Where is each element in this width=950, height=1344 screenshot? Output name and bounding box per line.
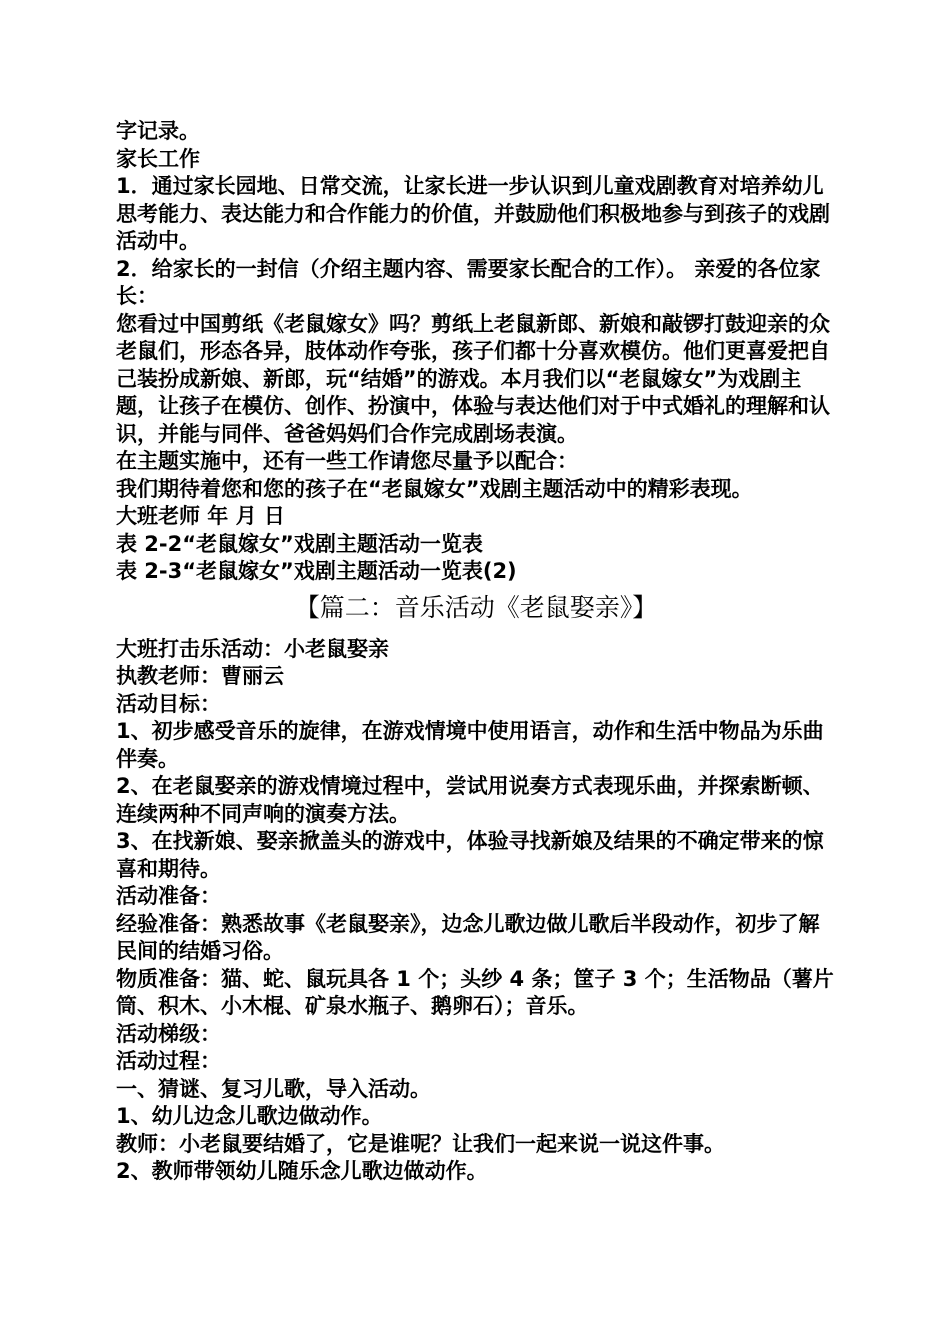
table-caption: 表 2-3“老鼠嫁女”戏剧主题活动一览表(2) — [116, 559, 517, 583]
paragraph: 1、初步感受音乐的旋律，在游戏情境中使用语言，动作和生活中物品为乐曲伴奏。 — [116, 719, 824, 771]
paragraph: 教师：小老鼠要结婚了，它是谁呢？让我们一起来说一说这件事。 — [116, 1131, 725, 1156]
paragraph: 字记录。 — [116, 119, 200, 143]
section-title-parent-work: 家长工作 — [116, 146, 200, 171]
subheading: 活动过程： — [116, 1049, 221, 1073]
subheading: 活动准备： — [116, 884, 221, 908]
teacher-line: 执教老师：曹丽云 — [116, 664, 284, 688]
activity-title: 大班打击乐活动：小老鼠娶亲 — [116, 636, 389, 661]
subheading: 活动目标： — [116, 691, 221, 716]
paragraph: 2、教师带领幼儿随乐念儿歌边做动作。 — [116, 1159, 488, 1183]
paragraph: 1、幼儿边念儿歌边做动作。 — [116, 1104, 383, 1128]
document-body — [116, 118, 836, 1186]
paragraph: 2．给家长的一封信（介绍主题内容、需要家长配合的工作）。 亲爱的各位家长： — [116, 256, 821, 308]
paragraph: 我们期待着您和您的孩子在“老鼠嫁女”戏剧主题活动中的精彩表现。 — [116, 476, 753, 501]
table-caption: 表 2-2“老鼠嫁女”戏剧主题活动一览表 — [116, 531, 483, 556]
paragraph: 物质准备：猫、蛇、鼠玩具各 1 个；头纱 4 条；筐子 3 个；生活物品（薯片筒、积木、小木棍、矿泉水瓶子、鹅卵石）；音乐。 — [116, 966, 834, 1018]
paragraph: 1．通过家长园地、日常交流，让家长进一步认识到儿童戏剧教育对培养幼儿思考能力、表达能力和合作能力的价值，并鼓励他们积极地参与到孩子的戏剧活动中。 — [116, 174, 830, 253]
signature-line: 大班老师 年 月 日 — [116, 504, 285, 528]
subheading: 活动梯级： — [116, 1021, 221, 1046]
paragraph: 您看过中国剪纸《老鼠嫁女》吗？剪纸上老鼠新郎、新娘和敲锣打鼓迎亲的众老鼠们，形态各异，肢体动作夸张，孩子们都十分喜欢模仿。他们更喜爱把自己装扮成新娘、新郎，玩“结婚”的游戏。本月我们以“老鼠嫁女”为戏剧主题，让孩子在模仿、创作、扮演中，体验与表达他们对于中式婚礼的理解和认识，并能与同伴、爸爸妈妈们合作完成剧场表演。 — [116, 311, 830, 446]
paragraph: 在主题实施中，还有一些工作请您尽量予以配合： — [116, 449, 578, 473]
paragraph: 2、在老鼠娶亲的游戏情境过程中，尝试用说奏方式表现乐曲，并探索断顿、连续两种不同声响的演奏方法。 — [116, 774, 824, 826]
section-heading: 【篇二：音乐活动《老鼠娶亲》】 — [294, 592, 658, 622]
paragraph: 经验准备：熟悉故事《老鼠娶亲》，边念儿歌边做儿歌后半段动作，初步了解民间的结婚习俗。 — [116, 911, 820, 963]
paragraph: 3、在找新娘、娶亲掀盖头的游戏中，体验寻找新娘及结果的不确定带来的惊喜和期待。 — [116, 829, 824, 881]
paragraph: 一、猜谜、复习儿歌，导入活动。 — [116, 1076, 431, 1101]
